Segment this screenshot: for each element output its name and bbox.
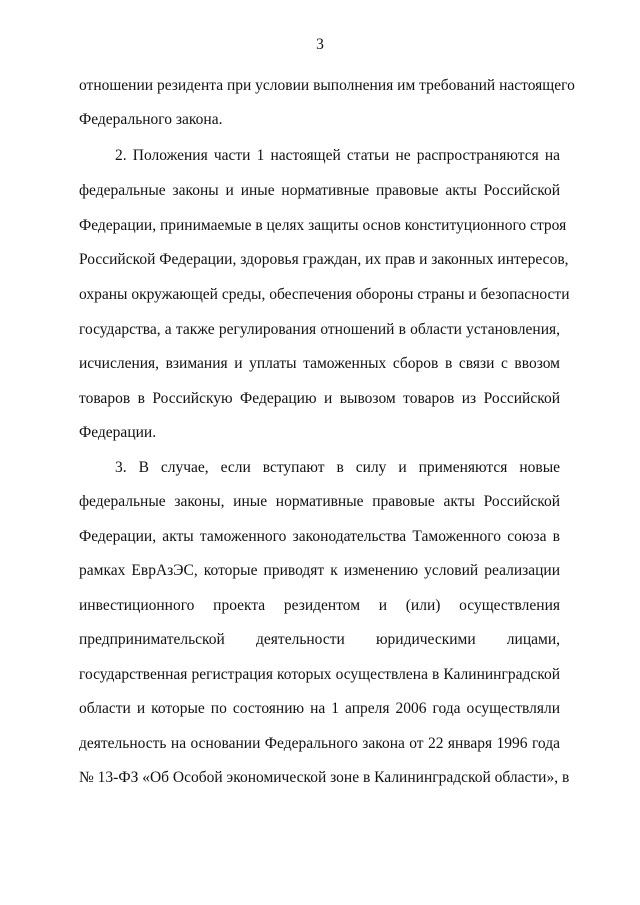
- page-number: 3: [316, 36, 324, 53]
- text-line: предпринимательской деятельности юридическими лицами,: [79, 631, 560, 648]
- text-line: охраны окружающей среды, обеспечения обороны страны и безопасности: [79, 286, 570, 303]
- text-line: товаров в Российскую Федерацию и вывозом товаров из Российской: [79, 390, 560, 407]
- text-line: № 13-ФЗ «Об Особой экономической зоне в Калининградской области», в: [79, 769, 570, 786]
- text-line: области и которые по состоянию на 1 апреля 2006 года осуществляли: [79, 700, 560, 717]
- paragraph-start-line: 3. В случае, если вступают в силу и применяются новые: [115, 459, 560, 476]
- text-line: инвестиционного проекта резидентом и (или) осуществления: [79, 597, 560, 614]
- text-line: деятельность на основании Федерального закона от 22 января 1996 года: [79, 735, 560, 752]
- paragraph-start-line: 2. Положения части 1 настоящей статьи не распространяются на: [115, 147, 560, 164]
- text-line: Федерации, принимаемые в целях защиты основ конституционного строя: [79, 217, 567, 234]
- text-line: рамках ЕврАзЭС, которые приводят к изменению условий реализации: [79, 562, 560, 579]
- text-line: Федерации.: [79, 424, 157, 441]
- text-line: федеральные законы, иные нормативные правовые акты Российской: [79, 493, 560, 510]
- text-line: отношении резидента при условии выполнения им требований настоящего: [79, 77, 575, 94]
- text-line: государственная регистрация которых осуществлена в Калининградской: [79, 666, 560, 683]
- text-line: Федерации, акты таможенного законодательства Таможенного союза в: [79, 528, 560, 545]
- text-line: государства, а также регулирования отношений в области установления,: [79, 321, 560, 338]
- text-line: Федерального закона.: [79, 111, 223, 128]
- text-line: федеральные законы и иные нормативные правовые акты Российской: [79, 182, 560, 199]
- text-line: Российской Федерации, здоровья граждан, их прав и законных интересов,: [79, 251, 569, 268]
- text-line: исчисления, взимания и уплаты таможенных сборов в связи с ввозом: [79, 355, 560, 372]
